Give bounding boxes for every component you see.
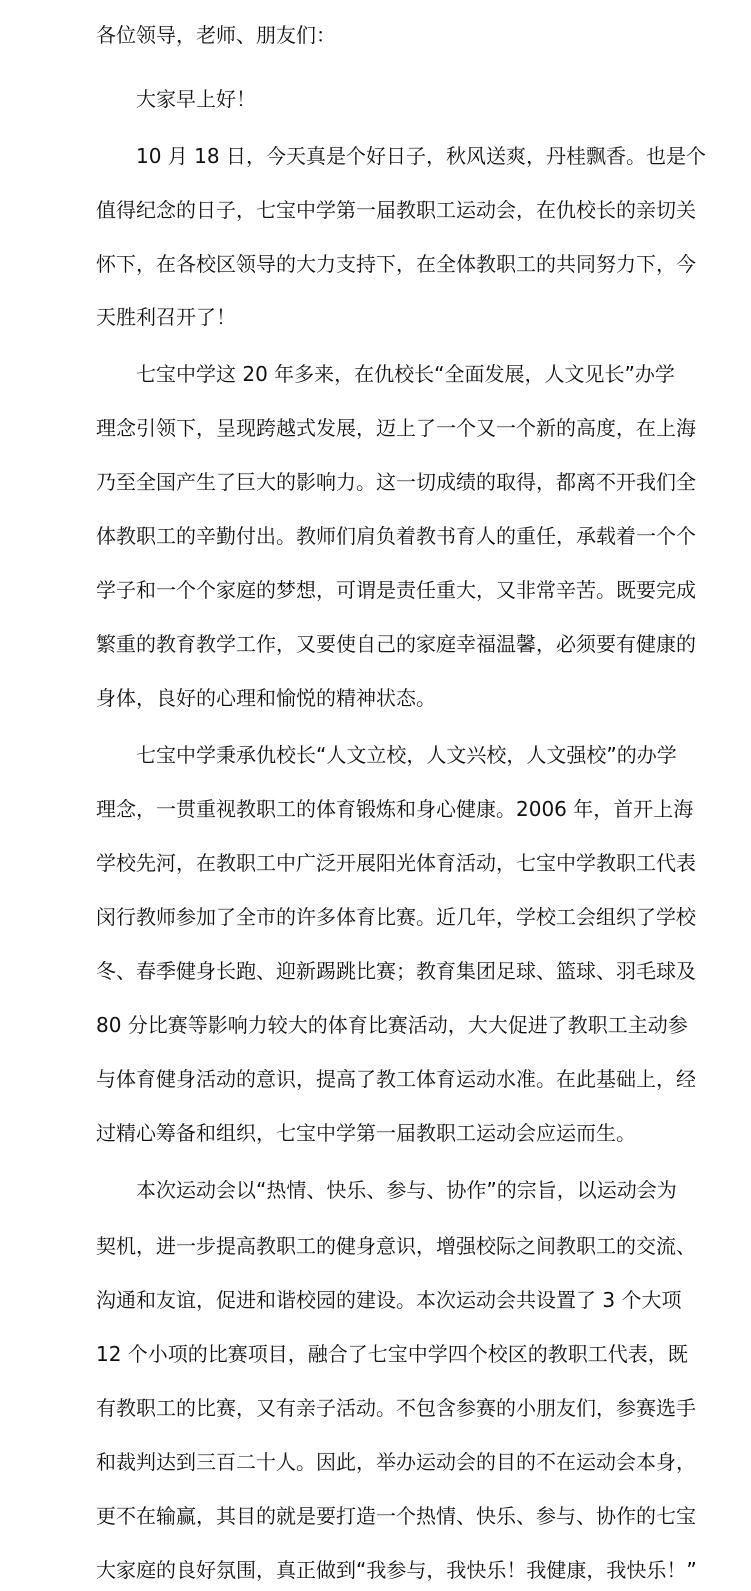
paragraph-3-line-6: 繁重的教育教学工作，又要使自己的家庭幸福温馨，必须要有健康的 bbox=[96, 632, 696, 656]
paragraph-3-line-4: 体教职工的辛勤付出。教师们肩负着教书育人的重任，承载着一个个 bbox=[96, 524, 696, 548]
paragraph-2-line-4: 天胜利召开了！ bbox=[96, 305, 236, 329]
paragraph-5-line-7: 更不在输赢，其目的就是要打造一个热情、快乐、参与、协作的七宝 bbox=[96, 1504, 696, 1528]
paragraph-4-line-6: 80 分比赛等影响力较大的体育比赛活动，大大促进了教职工主动参 bbox=[96, 1013, 688, 1037]
paragraph-4-line-3: 学校先河，在教职工中广泛开展阳光体育活动，七宝中学教职工代表 bbox=[96, 851, 696, 875]
paragraph-4-line-8: 过精心筹备和组织，七宝中学第一届教职工运动会应运而生。 bbox=[96, 1121, 636, 1145]
paragraph-3-line-1: 七宝中学这 20 年多来，在仇校长“全面发展，人文见长”办学 bbox=[136, 362, 675, 386]
paragraph-3-line-7: 身体，良好的心理和愉悦的精神状态。 bbox=[96, 686, 436, 710]
paragraph-4-line-5: 冬、春季健身长跑、迎新踢跳比赛；教育集团足球、篮球、羽毛球及 bbox=[96, 959, 696, 983]
paragraph-5-line-3: 沟通和友谊，促进和谐校园的建设。本次运动会共设置了 3 个大项 bbox=[96, 1288, 682, 1312]
paragraph-5-line-1: 本次运动会以“热情、快乐、参与、协作”的宗旨，以运动会为 bbox=[136, 1178, 677, 1202]
paragraph-1-line-1: 大家早上好！ bbox=[136, 87, 256, 111]
paragraph-2-line-3: 怀下，在各校区领导的大力支持下，在全体教职工的共同努力下，今 bbox=[96, 252, 696, 276]
paragraph-4-line-1: 七宝中学秉承仇校长“人文立校，人文兴校，人文强校”的办学 bbox=[136, 743, 677, 767]
paragraph-2-line-2: 值得纪念的日子，七宝中学第一届教职工运动会，在仇校长的亲切关 bbox=[96, 198, 696, 222]
paragraph-5-line-5: 有教职工的比赛，又有亲子活动。不包含参赛的小朋友们，参赛选手 bbox=[96, 1396, 696, 1420]
paragraph-4-line-2: 理念，一贯重视教职工的体育锻炼和身心健康。2006 年，首开上海 bbox=[96, 797, 694, 821]
paragraph-2-line-1: 10 月 18 日，今天真是个好日子，秋风送爽，丹桂飘香。也是个 bbox=[136, 144, 706, 168]
paragraph-5-line-8: 大家庭的良好氛围，真正做到“我参与，我快乐！我健康，我快乐！” bbox=[96, 1558, 697, 1582]
greeting-line: 各位领导，老师、朋友们： bbox=[96, 23, 336, 47]
paragraph-4-line-7: 与体育健身活动的意识，提高了教工体育运动水准。在此基础上，经 bbox=[96, 1067, 696, 1091]
paragraph-5-line-6: 和裁判达到三百二十人。因此，举办运动会的目的不在运动会本身， bbox=[96, 1450, 696, 1474]
paragraph-3-line-3: 乃至全国产生了巨大的影响力。这一切成绩的取得，都离不开我们全 bbox=[96, 470, 696, 494]
paragraph-3-line-5: 学子和一个个家庭的梦想，可谓是责任重大，又非常辛苦。既要完成 bbox=[96, 578, 696, 602]
paragraph-3-line-2: 理念引领下，呈现跨越式发展，迈上了一个又一个新的高度，在上海 bbox=[96, 416, 696, 440]
paragraph-5-line-4: 12 个小项的比赛项目，融合了七宝中学四个校区的教职工代表，既 bbox=[96, 1342, 688, 1366]
paragraph-5-line-2: 契机，进一步提高教职工的健身意识，增强校际之间教职工的交流、 bbox=[96, 1234, 696, 1258]
paragraph-4-line-4: 闵行教师参加了全市的许多体育比赛。近几年，学校工会组织了学校 bbox=[96, 905, 696, 929]
